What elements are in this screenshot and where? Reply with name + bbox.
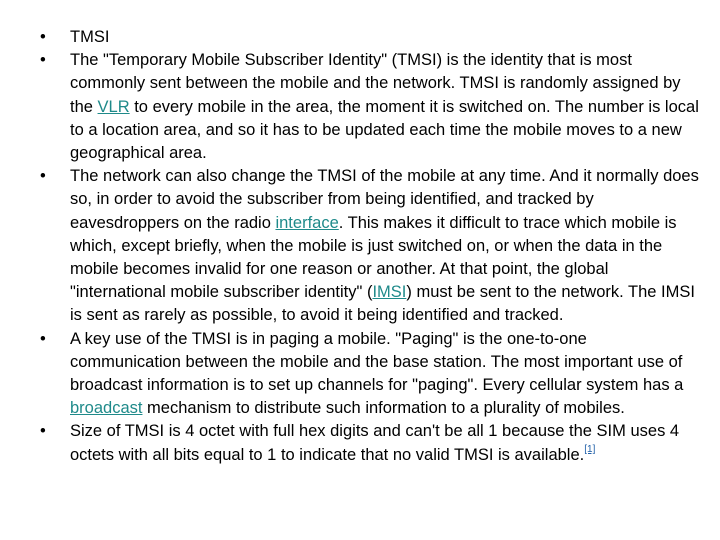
bullet-text: The "Temporary Mobile Subscriber Identity" (TMSI) is the identity that is most commonly sent between the mobile and the network. TMSI is randomly assigned by the [70, 51, 681, 116]
vlr-link[interactable]: VLR [97, 97, 130, 116]
imsi-link[interactable]: IMSI [372, 283, 407, 302]
bullet-item-tmsi-heading [40, 26, 700, 49]
bullet-icon: • [40, 51, 46, 70]
broadcast-link[interactable]: broadcast [70, 399, 143, 418]
reference-superscript [584, 444, 595, 455]
reference-link[interactable]: [1] [584, 444, 596, 456]
bullet-item-size [40, 420, 700, 466]
bullet-icon: • [40, 329, 46, 348]
bullet-text: ) must be sent to the network. The IMSI is sent as rarely as possible, to avoid it being identified and tracked. [70, 283, 695, 325]
bullet-text: A key use of the TMSI is in paging a mobile. "Paging" is the one-to-one communication between the mobile and the base station. The most important use of broadcast information is to set up channels for "paging". Every cellular system has a [70, 329, 684, 395]
bullet-icon: • [40, 28, 46, 46]
bullet-item-network-change [40, 165, 700, 327]
bullet-list [40, 26, 700, 467]
interface-link[interactable]: interface [275, 213, 339, 232]
bullet-text: to every mobile in the area, the moment it is switched on. The number is local to a location area, and so it has to be updated each time the mobile moves to a new geographical area. [70, 97, 699, 163]
bullet-text: TMSI [70, 28, 110, 46]
bullet-item-paging [40, 328, 700, 421]
bullet-icon: • [40, 167, 46, 186]
bullet-item-definition [40, 49, 700, 165]
bullet-text: The network can also change the TMSI of the mobile at any time. And it normally does so, in order to avoid the subscriber from being identified, and tracked by eavesdroppers on the radio [70, 167, 699, 232]
bullet-text: mechanism to distribute such information to a plurality of mobiles. [142, 399, 625, 418]
bullet-icon: • [40, 422, 46, 441]
bullet-text: . This makes it difficult to trace which mobile is which, except briefly, when the mobile is just switched on, or when the data in the mobile becomes invalid for one reason or another. At that point, the global "international mobile subscriber identity" ( [70, 213, 677, 302]
bullet-text: Size of TMSI is 4 octet with full hex digits and can't be all 1 because the SIM uses 4 octets with all bits equal to 1 to indicate that no valid TMSI is available. [70, 422, 680, 464]
